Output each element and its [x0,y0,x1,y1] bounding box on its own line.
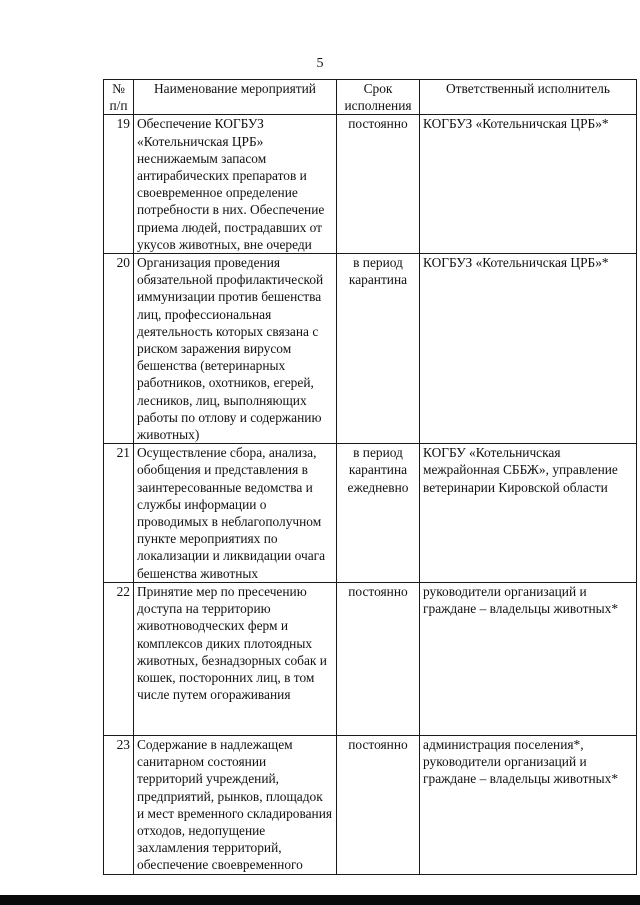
header-name: Наименование мероприятий [134,80,337,115]
table-header-row [104,80,637,115]
row-measure-name: Содержание в надлежащем санитарном состоянии территорий учреждений, предприятий, рынков, площадок и мест временного складирования отходов, недопущение захламления территорий, обеспечение своевременного [134,735,337,874]
table-row [104,115,637,254]
table-row [104,582,637,735]
row-term: постоянно [337,735,420,874]
header-responsible: Ответственный исполнитель [420,80,637,115]
row-responsible: КОГБУЗ «Котельничская ЦРБ»* [420,254,637,444]
row-number: 23 [104,735,134,874]
row-term: в период карантина [337,254,420,444]
table-row [104,254,637,444]
row-term: постоянно [337,582,420,735]
row-measure-name: Организация проведения обязательной профилактической иммунизации против бешенства лиц, профессиональная деятельность которых связана с риском заражения вирусом бешенства (ветеринарных работников, охотников, егерей, лесников, лиц, выполняющих работы по отлову и содержанию животных) [134,254,337,444]
row-number: 19 [104,115,134,254]
row-term: постоянно [337,115,420,254]
measures-table [103,79,637,875]
row-number: 21 [104,444,134,583]
table-row [104,735,637,874]
row-measure-name: Принятие мер по пресечению доступа на территорию животноводческих ферм и комплексов диких плотоядных животных, безнадзорных собак и кошек, посторонних лиц, в том числе путем огораживания [134,582,337,735]
row-responsible: руководители организаций и граждане – владельцы животных* [420,582,637,735]
row-responsible: КОГБУЗ «Котельничская ЦРБ»* [420,115,637,254]
header-num: № п/п [104,80,134,115]
table-row [104,444,637,583]
row-number: 22 [104,582,134,735]
row-number: 20 [104,254,134,444]
page-number: 5 [316,56,324,71]
row-responsible: администрация поселения*, руководители организаций и граждане – владельцы животных* [420,735,637,874]
page-bottom-edge [0,895,640,905]
row-measure-name: Обеспечение КОГБУЗ «Котельничская ЦРБ» неснижаемым запасом антирабических препаратов и своевременное определение потребности в них. Обеспечение приема людей, пострадавших от укусов животных, вне очереди [134,115,337,254]
header-term: Срок исполнения [337,80,420,115]
row-measure-name: Осуществление сбора, анализа, обобщения и представления в заинтересованные ведомства и службы информации о проводимых в неблагополучном пункте мероприятиях по локализации и ликвидации очага бешенства животных [134,444,337,583]
row-term: в период карантина ежедневно [337,444,420,583]
row-responsible: КОГБУ «Котельничская межрайонная СББЖ», управление ветеринарии Кировской области [420,444,637,583]
